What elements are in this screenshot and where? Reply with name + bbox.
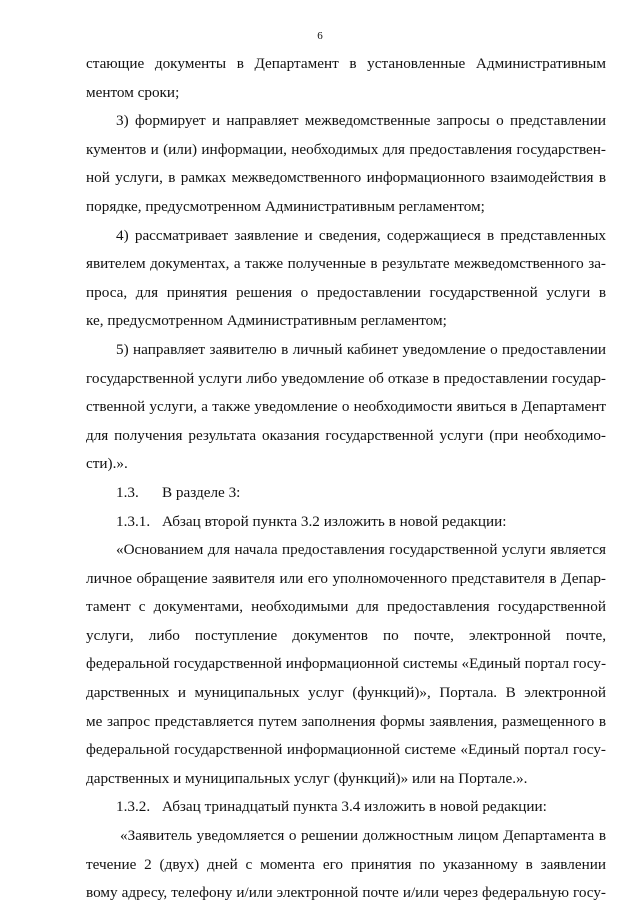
section-text: Абзац тринадцатый пункта 3.4 изложить в новой редакции: (162, 798, 547, 816)
section-1-3-1-heading (86, 508, 606, 537)
paragraph-item-5 (86, 336, 606, 479)
text-line: 4) рассматривает заявление и сведения, содержащиеся в представленных (116, 226, 606, 244)
paragraph-item-3 (86, 107, 606, 221)
section-number: 1.3.2. (116, 798, 151, 816)
text-line: 5) направляет заявителю в личный кабинет уведомление о предоставлении (116, 340, 606, 358)
page-number: 6 (317, 30, 323, 42)
text-line: федеральной государственной информационной системы «Единый портал госу- (86, 655, 606, 673)
text-line: вому адресу, телефону и/или электронной почте и/или через федеральную госу- (86, 884, 606, 902)
section-1-3-2-heading (86, 793, 606, 822)
text-line: услуги, либо поступление документов по почте, электронной почте, (86, 626, 606, 644)
text-line: «Заявитель уведомляется о решении должностным лицом Департамента в (120, 827, 606, 845)
text-line: порядке, предусмотренном Административным регламентом; (86, 197, 485, 215)
text-line: федеральной государственной информационной системе «Единый портал госу- (86, 741, 606, 759)
text-line: ментом сроки; (86, 83, 180, 101)
text-line: для получения результата оказания государственной услуги (при необходимо- (86, 426, 606, 444)
text-line: явителем документах, а также полученные в результате межведомственного за- (86, 255, 606, 273)
document-body (86, 50, 606, 908)
section-text: В разделе 3: (162, 483, 241, 501)
text-line: стающие документы в Департамент в установленные Административным (86, 55, 606, 72)
text-line: личное обращение заявителя или его уполномоченного представителя в Депар- (86, 569, 606, 587)
section-text: Абзац второй пункта 3.2 изложить в новой редакции: (162, 512, 507, 530)
text-line: ке, предусмотренном Административным регламентом; (86, 312, 447, 330)
paragraph-continuation (86, 50, 606, 107)
text-line: тамент с документами, необходимыми для предоставления государственной (86, 598, 606, 616)
text-line: кументов и (или) информации, необходимых для предоставления государствен- (86, 140, 606, 158)
text-line: ственной услуги, а также уведомление о необходимости явиться в Департамент (86, 398, 606, 416)
text-line: дарственных и муниципальных услуг (функций)» или на Портале.». (86, 769, 528, 787)
paragraph-item-4 (86, 222, 606, 336)
text-line: сти).». (86, 455, 128, 473)
quoted-paragraph-3-4 (86, 822, 606, 908)
text-line: дарственных и муниципальных услуг (функций)», Портала. В электронной (86, 684, 606, 702)
text-line: течение 2 (двух) дней с момента его принятия по указанному в заявлении (86, 855, 606, 873)
text-line: ме запрос представляется путем заполнения формы заявления, размещенного в (86, 712, 606, 730)
section-1-3-heading (86, 479, 606, 508)
quoted-paragraph-3-2 (86, 536, 606, 793)
text-line: «Основанием для начала предоставления государственной услуги является (116, 541, 606, 559)
section-number: 1.3. (116, 483, 139, 501)
text-line: проса, для принятия решения о предоставлении государственной услуги в (86, 283, 606, 301)
text-line: государственной услуги либо уведомление об отказе в предоставлении государ- (86, 369, 606, 387)
text-line: 3) формирует и направляет межведомственные запросы о представлении (116, 112, 606, 130)
section-number: 1.3.1. (116, 512, 151, 530)
text-line: ной услуги, в рамках межведомственного информационного взаимодействия в (86, 169, 606, 187)
